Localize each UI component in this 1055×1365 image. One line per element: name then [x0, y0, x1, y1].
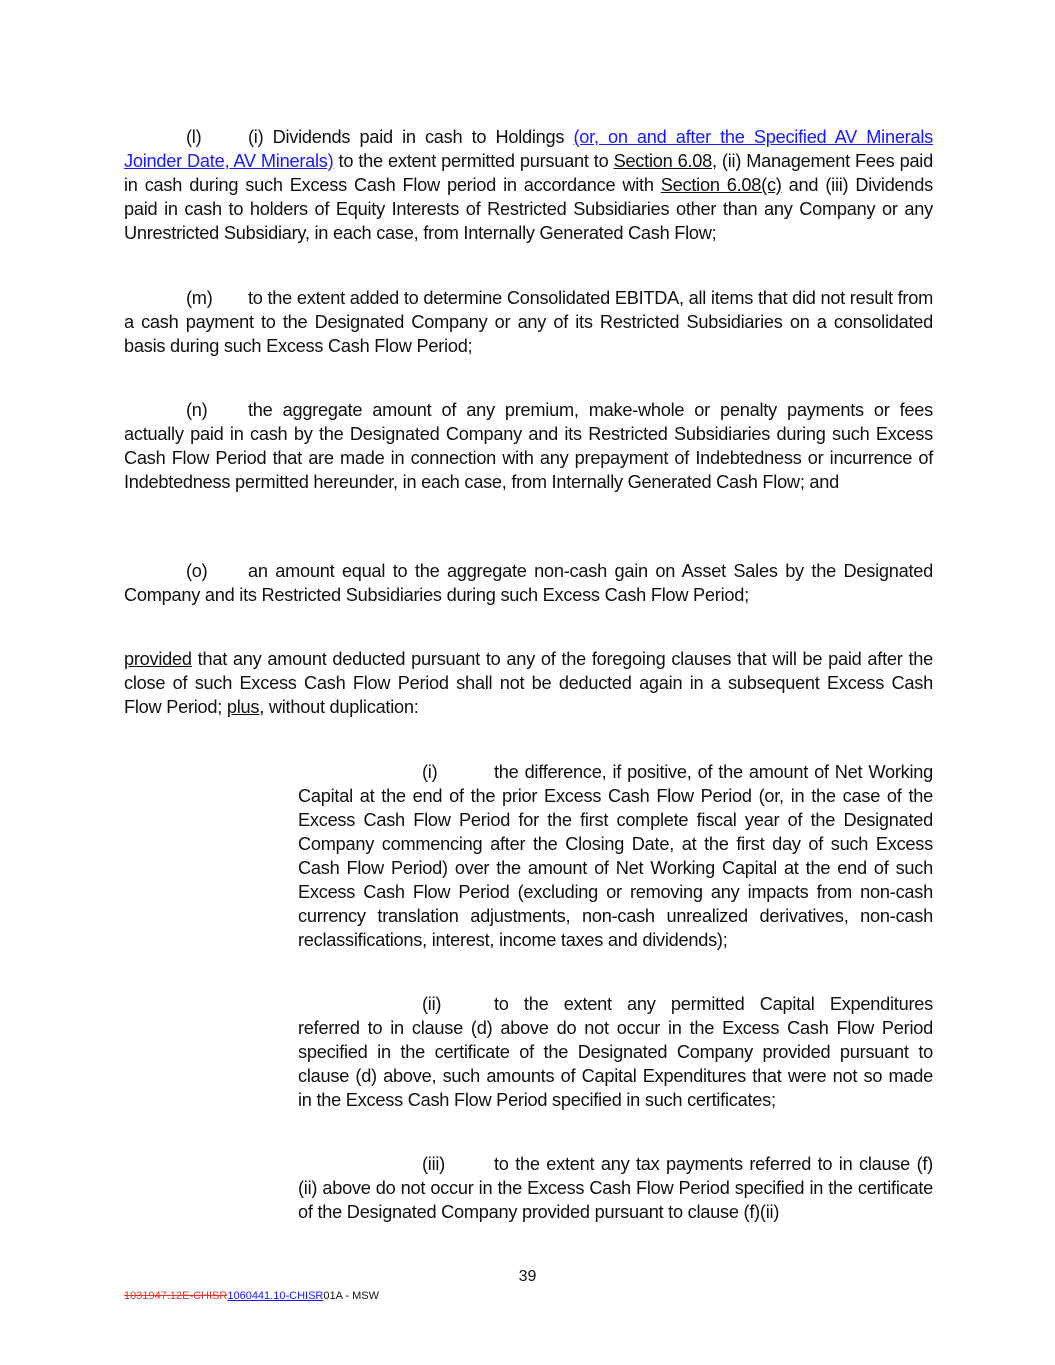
proviso-text-1: that any amount deducted pursuant to any of the foregoing clauses that will be paid after the close of such Excess Cash Flow Period shall not be deducted again in a subsequent Excess Cash Flow Period; — [124, 649, 933, 717]
proviso-term-plus: plus — [226, 697, 260, 717]
section-ref-6-08: Section 6.08 — [613, 151, 712, 171]
paragraph-o-text: an amount equal to the aggregate non-cash gain on Asset Sales by the Designated Company and its Restricted Subsidiaries during such Excess Cash Flow Period; — [124, 561, 933, 605]
document-footer-id — [124, 1290, 379, 1302]
subclause-iii — [298, 1152, 933, 1224]
subclause-label-iii: (iii) — [422, 1154, 445, 1174]
footer-inserted-id: 1060441.10-CHISR — [227, 1290, 324, 1302]
clause-label-m: (m) — [186, 288, 213, 308]
proviso-paragraph — [124, 647, 933, 719]
subclause-i-text: the difference, if positive, of the amount of Net Working Capital at the end of the prior Excess Cash Flow Period (or, in the case of the Excess Cash Flow Period for the first complete fiscal year of the Designated Company commencing after the Closing Date, at the first day of such Excess Cash Flow Period) over the amount of Net Working Capital at the end of such Excess Cash Flow Period (excluding or removing any impacts from non-cash currency translation adjustments, non-cash unrealized derivatives, non-cash reclassifications, interest, income taxes and dividends); — [298, 762, 933, 950]
paragraph-l-text-1: (i) Dividends paid in cash to Holdings — [248, 127, 574, 147]
paragraph-m — [124, 286, 933, 358]
clause-label-l: (l) — [186, 127, 202, 147]
footer-rest: 01A - MSW — [323, 1290, 379, 1302]
paragraph-o — [124, 559, 933, 607]
footer-deleted-id: 1031947.12E-CHISR — [124, 1290, 228, 1302]
paragraph-n-text: the aggregate amount of any premium, make-whole or penalty payments or fees actually paid in cash by the Designated Company and its Restricted Subsidiaries during such Excess Cash Flow Period that are made in connection with any prepayment of Indebtedness or incurrence of Indebtedness permitted hereunder, in each case, from Internally Generated Cash Flow; and — [124, 400, 933, 492]
subclause-iii-text: to the extent any tax payments referred to in clause (f)(ii) above do not occur in the Excess Cash Flow Period specified in the certificate of the Designated Company provided pursuant to clause (f)(ii) — [298, 1154, 933, 1222]
proviso-text-2: , without duplication: — [259, 697, 419, 717]
proviso-term-provided: provided — [124, 649, 192, 669]
subclause-ii-text: to the extent any permitted Capital Expenditures referred to in clause (d) above do not occur in the Excess Cash Flow Period specified in the certificate of the Designated Company provided pursuant to clause (d) above, such amounts of Capital Expenditures that were not so made in the Excess Cash Flow Period specified in such certificates; — [298, 994, 933, 1110]
subclause-i — [298, 760, 933, 952]
section-ref-6-08-c: Section 6.08(c) — [660, 175, 782, 195]
clause-label-o: (o) — [186, 561, 208, 581]
paragraph-n — [124, 398, 933, 494]
paragraph-l-text-3: , (ii) Management Fees paid in cash during such Excess Cash Flow period in accordance with — [124, 151, 933, 195]
paragraph-l-text-2: to the extent permitted pursuant to — [333, 151, 614, 171]
paragraph-l — [124, 125, 933, 245]
subclause-ii — [298, 992, 933, 1112]
paragraph-l-text-4: and (iii) Dividends paid in cash to holders of Equity Interests of Restricted Subsidiaries other than any Company or any Unrestricted Subsidiary, in each case, from Internally Generated Cash Flow; — [124, 175, 933, 243]
inserted-text-av-minerals[interactable]: (or, on and after the Specified AV Minerals Joinder Date, AV Minerals) — [124, 127, 933, 171]
clause-label-n: (n) — [186, 400, 208, 420]
subclause-label-i: (i) — [422, 762, 438, 782]
paragraph-m-text: to the extent added to determine Consolidated EBITDA, all items that did not result from a cash payment to the Designated Company or any of its Restricted Subsidiaries on a consolidated basis during such Excess Cash Flow Period; — [124, 288, 933, 356]
page-number: 39 — [518, 1268, 537, 1285]
subclause-label-ii: (ii) — [422, 994, 442, 1014]
